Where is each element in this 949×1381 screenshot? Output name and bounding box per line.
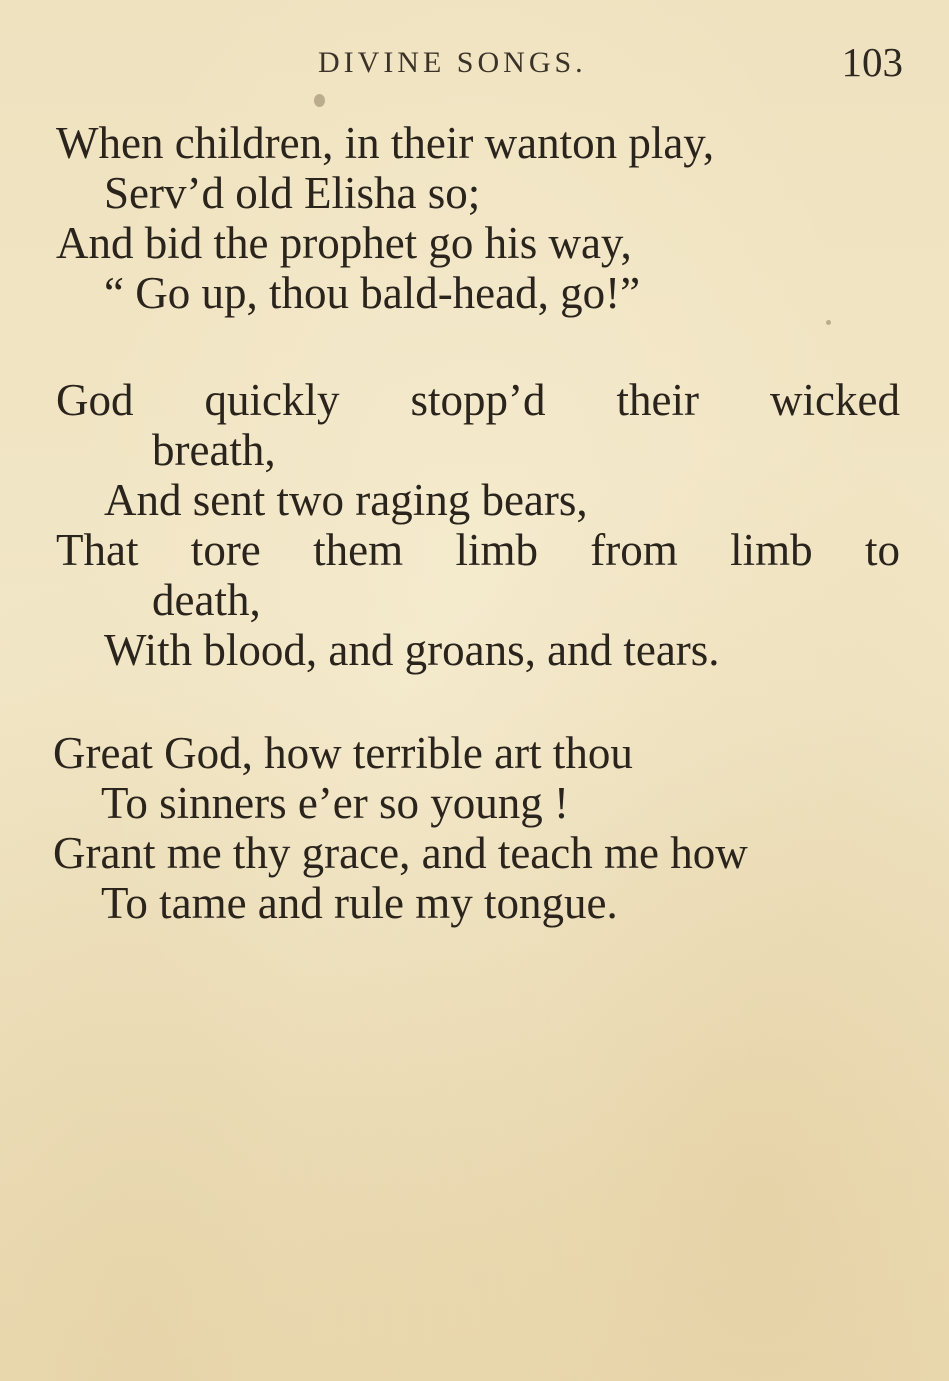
verse-line: And bid the prophet go his way, <box>56 218 632 268</box>
stanza-2 <box>56 375 900 675</box>
verse-line: Grant me thy grace, and teach me how <box>53 828 748 878</box>
verse-line: To sinners e’er so young ! <box>101 778 569 828</box>
stanza-3 <box>53 728 897 928</box>
verse-line: To tame and rule my tongue. <box>101 878 618 928</box>
verse-line: When children, in their wanton play, <box>56 118 715 168</box>
verse-line: That tore them limb from limb to <box>56 525 900 575</box>
verse-line: Serv’d old Elisha so; <box>104 168 481 218</box>
running-title: DIVINE SONGS. <box>318 46 587 79</box>
verse-line-continuation: death, <box>152 575 261 625</box>
verse-line: Great God, how terrible art thou <box>53 728 633 778</box>
stanza-1 <box>56 118 900 318</box>
verse-line: And sent two raging bears, <box>104 475 588 525</box>
page-number: 103 <box>841 39 903 85</box>
paper-speck <box>314 94 325 107</box>
verse-line: God quickly stopp’d their wicked <box>56 375 900 425</box>
verse-line: With blood, and groans, and tears. <box>104 625 720 675</box>
paper-speck <box>826 320 831 325</box>
verse-line: “ Go up, thou bald-head, go!” <box>104 268 641 318</box>
verse-line-continuation: breath, <box>152 425 276 475</box>
